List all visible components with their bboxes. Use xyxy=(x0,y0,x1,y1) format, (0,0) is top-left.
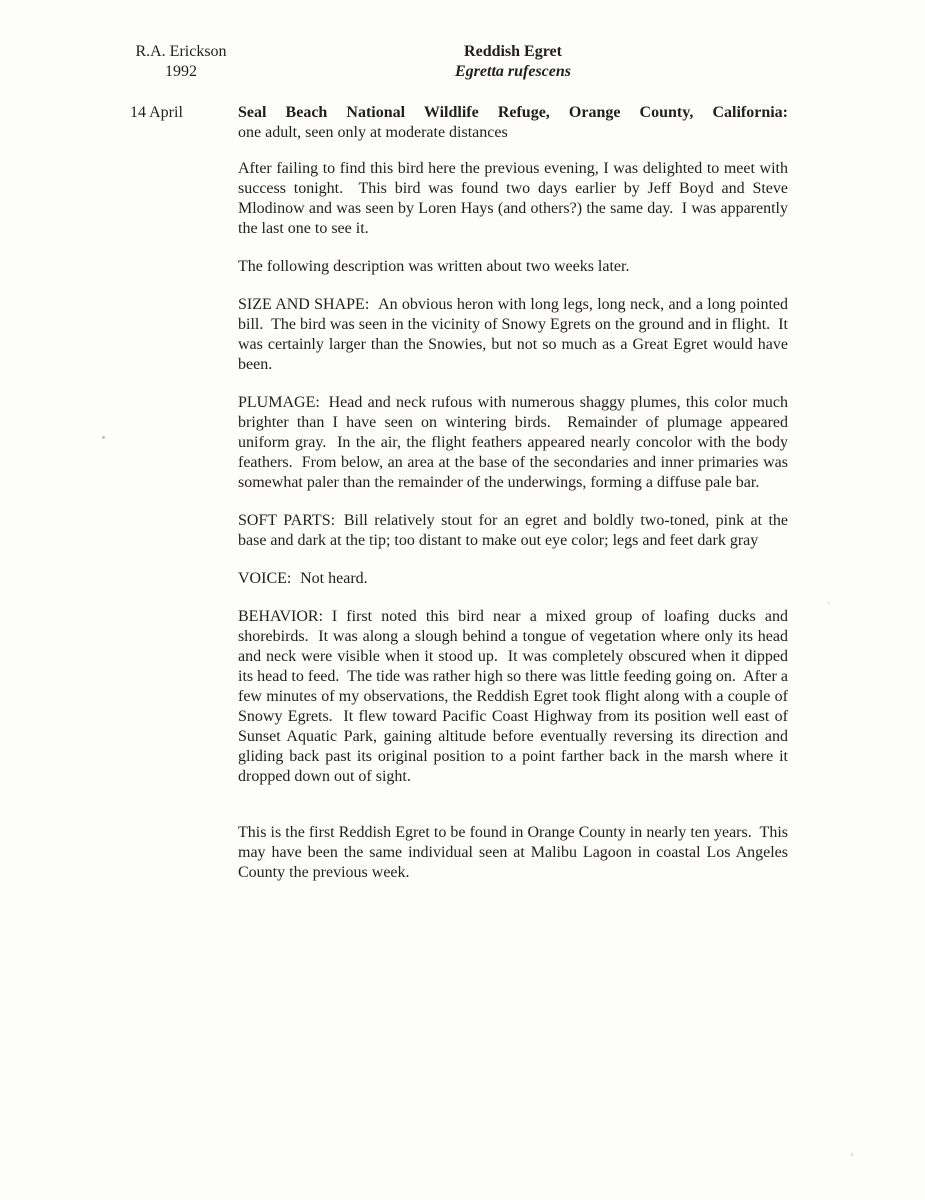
section-soft-parts xyxy=(238,511,792,551)
section-text: Bill relatively stout for an egret and boldly two-toned, pink at the base and dark at the tip; too distant to make out eye color; legs and feet dark gray xyxy=(238,512,792,549)
location-heading: Seal Beach National Wildlife Refuge, Orange County, California: xyxy=(238,104,788,121)
scan-speck xyxy=(102,436,105,439)
author-name: R.A. Erickson xyxy=(135,43,227,60)
location-detail: one adult, seen only at moderate distances xyxy=(238,124,508,141)
species-title: Reddish Egret xyxy=(464,43,562,60)
section-label: VOICE: xyxy=(238,570,292,587)
section-size-shape xyxy=(238,295,792,375)
report-body xyxy=(238,103,792,901)
note-paragraph: The following description was written about two weeks later. xyxy=(238,258,630,275)
report-year: 1992 xyxy=(165,63,197,80)
section-text: I first noted this bird near a mixed group of loafing ducks and shorebirds. It was along a slough behind a tongue of vegetation where only its head and neck were visible when it stood up. It was completely obscured when it dipped its head to feed. The tide was rather high so there was little feeding going on. After a few minutes of my observations, the Reddish Egret took flight along with a couple of Snowy Egrets. It flew toward Pacific Coast Highway from its position well east of Sunset Aquatic Park, gaining altitude before eventually reversing its direction and gliding back past its original position to a point farther back in the marsh where it dropped down out of sight. xyxy=(238,608,792,785)
section-label: BEHAVIOR: xyxy=(238,608,324,625)
section-text: Not heard. xyxy=(300,570,368,587)
species-scientific-name: Egretta rufescens xyxy=(455,63,571,80)
intro-paragraph: After failing to find this bird here the previous evening, I was delighted to meet with success tonight. This bird was found two days earlier by Jeff Boyd and Steve Mlodinow and was seen by Loren Hays (and others?) the same day. I was apparently the last one to see it. xyxy=(238,160,792,237)
closing-paragraph: This is the first Reddish Egret to be found in Orange County in nearly ten years. This may have been the same individual seen at Malibu Lagoon in coastal Los Angeles County the previous week. xyxy=(238,824,792,881)
section-behavior xyxy=(238,607,792,787)
section-voice xyxy=(238,569,788,589)
scan-speck xyxy=(828,602,830,604)
section-text: An obvious heron with long legs, long neck, and a long pointed bill. The bird was seen in the vicinity of Snowy Egrets on the ground and in flight. It was certainly larger than the Snowies, but not so much as a Great Egret would have been. xyxy=(238,296,792,373)
scan-speck xyxy=(851,1153,853,1156)
section-plumage xyxy=(238,393,792,493)
section-label: SIZE AND SHAPE: xyxy=(238,296,370,313)
title-block xyxy=(238,42,788,82)
author-block xyxy=(122,42,240,82)
section-label: PLUMAGE: xyxy=(238,394,320,411)
entry-date: 14 April xyxy=(130,104,183,121)
section-text: Head and neck rufous with numerous shaggy plumes, this color much brighter than I have seen on wintering birds. Remainder of plumage appeared uniform gray. In the air, the flight feathers appeared nearly concolor with the body feathers. From below, an area at the base of the secondaries and inner primaries was somewhat paler than the remainder of the underwings, forming a diffuse pale bar. xyxy=(238,394,792,491)
section-label: SOFT PARTS: xyxy=(238,512,336,529)
